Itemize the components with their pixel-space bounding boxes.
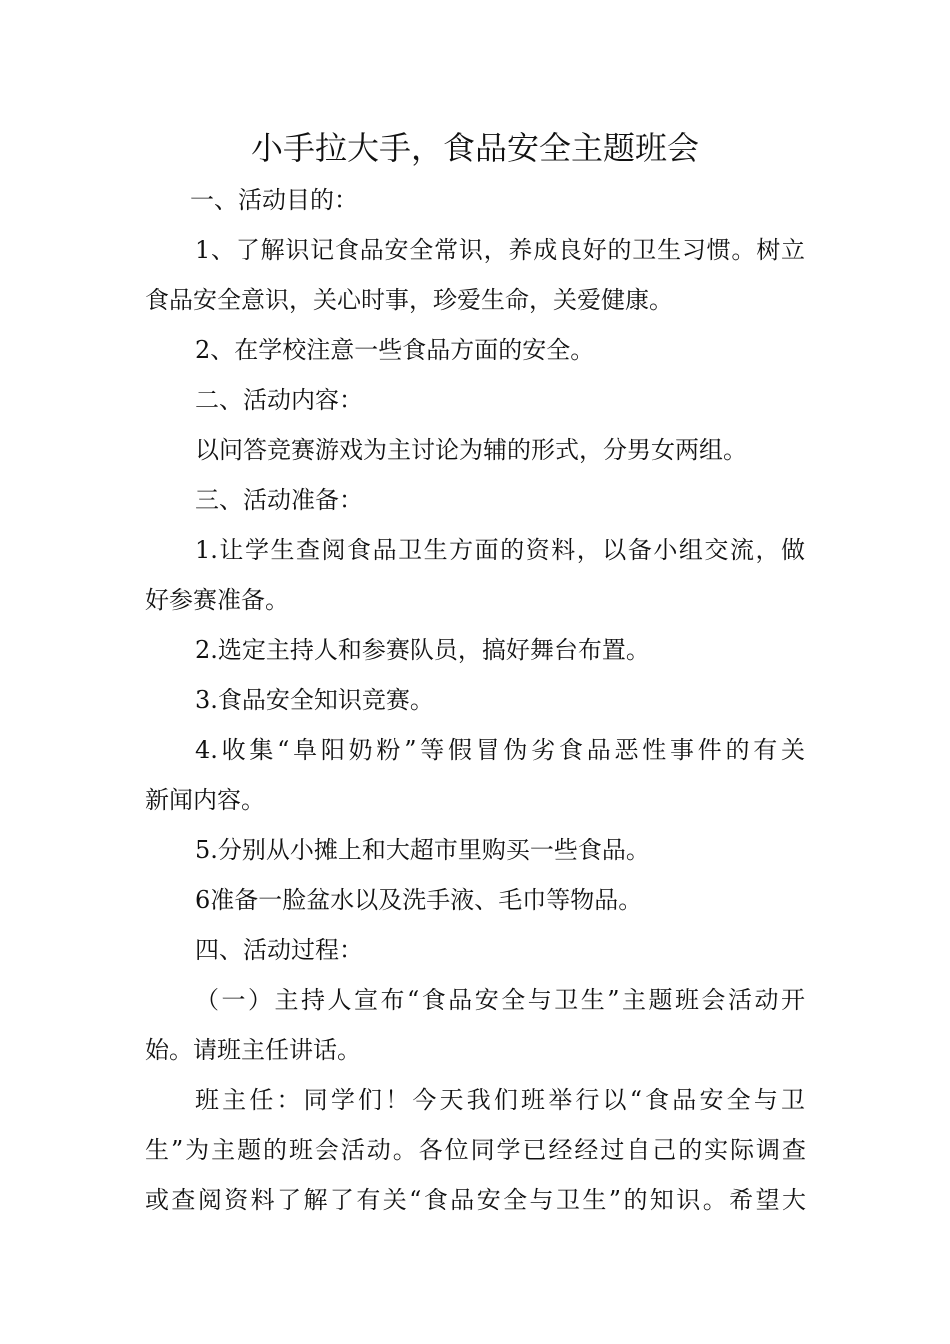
section-heading-preparation: 三、活动准备： [195,486,363,514]
paragraph-line: 1.让学生查阅食品卫生方面的资料，以备小组交流，做 [195,536,805,564]
section-heading-process: 四、活动过程： [195,936,363,964]
paragraph-line: 好参赛准备。 [145,586,289,614]
paragraph-line: 1、了解识记食品安全常识，养成良好的卫生习惯。树立 [195,236,805,264]
section-heading-content: 二、活动内容： [195,386,363,414]
paragraph-line: 4.收集“阜阳奶粉”等假冒伪劣食品恶性事件的有关 [195,736,805,764]
paragraph-line: 始。请班主任讲话。 [145,1036,361,1064]
paragraph-line: 3.食品安全知识竞赛。 [195,686,434,714]
paragraph-line: 新闻内容。 [145,786,265,814]
document-title: 小手拉大手，食品安全主题班会 [250,129,699,167]
paragraph-line: 生”为主题的班会活动。各位同学已经经过自己的实际调查 [145,1136,806,1164]
paragraph-line: 班主任：同学们！今天我们班举行以“食品安全与卫 [195,1086,805,1114]
paragraph-line: 以问答竞赛游戏为主讨论为辅的形式，分男女两组。 [195,436,747,464]
paragraph-line: 2、在学校注意一些食品方面的安全。 [195,336,595,364]
section-heading-purpose: 一、活动目的： [190,186,358,214]
paragraph-line: 2.选定主持人和参赛队员，搞好舞台布置。 [195,636,650,664]
paragraph-line: 或查阅资料了解了有关“食品安全与卫生”的知识。希望大 [145,1186,806,1214]
paragraph-line: 5.分别从小摊上和大超市里购买一些食品。 [195,836,650,864]
paragraph-line: 食品安全意识，关心时事，珍爱生命，关爱健康。 [145,286,673,314]
paragraph-line: 6准备一脸盆水以及洗手液、毛巾等物品。 [195,886,643,914]
paragraph-line: （一）主持人宣布“食品安全与卫生”主题班会活动开 [195,986,805,1014]
